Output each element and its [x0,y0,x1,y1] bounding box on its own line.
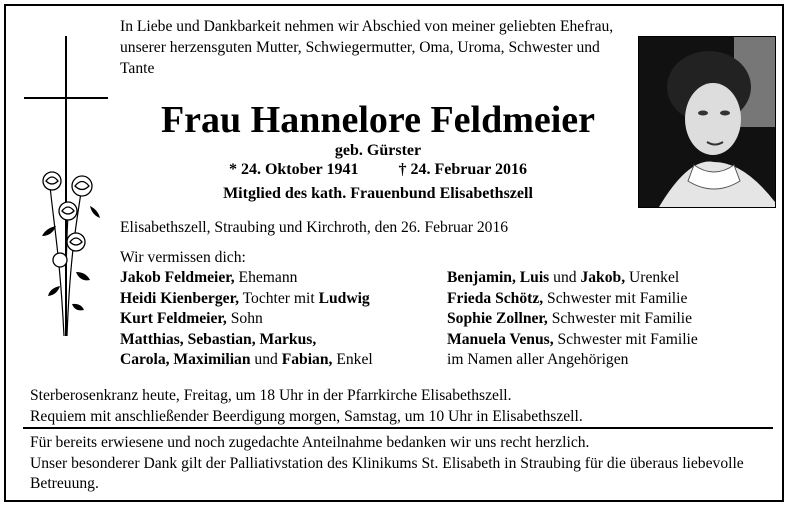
list-item: Manuela Venus, Schwester mit Familie [447,330,698,348]
obituary-notice [4,4,784,502]
thanks-text [30,433,765,495]
requiem-info: Requiem mit anschließender Beerdigung morgen, Samstag, um 10 Uhr in Elisabethszell. [30,407,583,425]
list-item: Carola, Maximilian und Fabian, Enkel [120,351,373,368]
portrait-photo [638,36,776,208]
list-item: Frieda Schötz, Schwester mit Familie [447,289,688,307]
mourners-left [120,268,373,371]
mourners-right [447,268,698,371]
membership: Mitglied des kath. Frauenbund Elisabethszell [223,185,533,202]
list-item: Jakob Feldmeier, Ehemann [120,269,298,286]
list-item: Heidi Kienberger, Tochter mit Ludwig [120,289,370,307]
deceased-name: Frau Hannelore Feldmeier [160,99,596,141]
birth-date: * 24. Oktober 1941 [228,161,359,178]
list-item: Kurt Feldmeier, Sohn [120,310,263,327]
mourners-heading: Wir vermissen dich: [120,249,246,266]
place-and-date: Elisabethszell, Straubing und Kirchroth, den 26. Februar 2016 [120,219,509,236]
intro-text: In Liebe und Dankbarkeit nehmen wir Abschied von meiner geliebten Ehefrau, unserer herzensguten Mutter, Schwiegermutter, Oma, Uroma, Schwester und Tante [120,18,614,77]
death-date: † 24. Februar 2016 [398,161,528,178]
birth-name: geb. Gürster [334,142,422,159]
cross-with-roses-icon [20,36,112,366]
thanks-line-1: Für bereits erwiesene und noch zugedachte Anteilnahme bedanken wir uns recht herzlich. [30,434,590,451]
life-dates [120,161,636,179]
thanks-line-2: Unser besonderer Dank gilt der Palliativstation des Klinikums St. Elisabeth in Straubing für die überaus liebevolle Betreuung. [30,454,744,492]
service-info [30,386,583,427]
list-item: Benjamin, Luis und Jakob, Urenkel [447,269,680,286]
list-item: im Namen aller Angehörigen [447,351,629,368]
rosary-info: Sterberosenkranz heute, Freitag, um 18 Uhr in der Pfarrkirche Elisabethszell. [30,387,512,404]
list-item: Sophie Zollner, Schwester mit Familie [447,310,693,327]
divider [23,427,773,429]
list-item: Matthias, Sebastian, Markus, [120,330,317,348]
